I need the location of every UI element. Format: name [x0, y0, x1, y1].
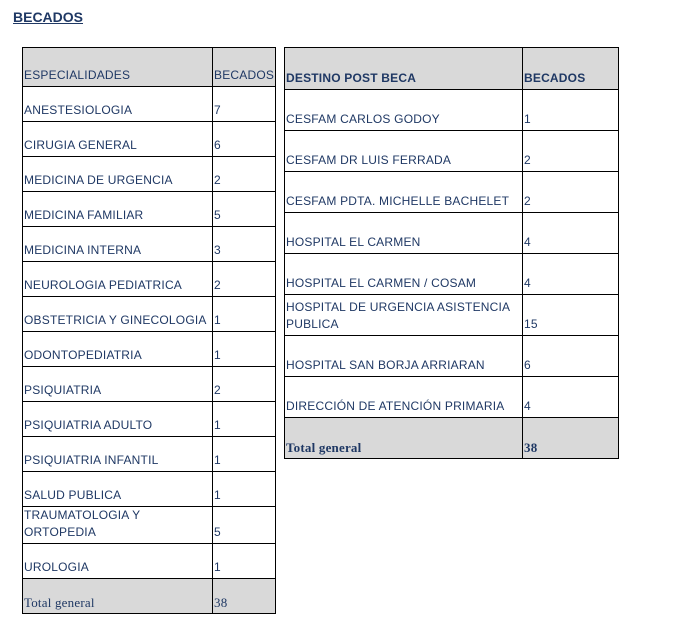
cell-destino: DIRECCIÓN DE ATENCIÓN PRIMARIA: [285, 377, 523, 418]
cell-destino: CESFAM PDTA. MICHELLE BACHELET: [285, 172, 523, 213]
cell-destino: HOSPITAL EL CARMEN / COSAM: [285, 254, 523, 295]
cell-destino: HOSPITAL DE URGENCIA ASISTENCIA PUBLICA: [285, 295, 523, 336]
table-row: [285, 377, 619, 418]
table-row: [23, 262, 276, 297]
cell-especialidad: TRAUMATOLOGIA Y ORTOPEDIA: [23, 507, 213, 544]
column-header-destino: DESTINO POST BECA: [285, 48, 523, 90]
table-row: [285, 336, 619, 377]
cell-destino: HOSPITAL SAN BORJA ARRIARAN: [285, 336, 523, 377]
table-row: [23, 122, 276, 157]
cell-destino: HOSPITAL EL CARMEN: [285, 213, 523, 254]
cell-especialidad: MEDICINA INTERNA: [23, 227, 213, 262]
cell-becados: 1: [213, 402, 276, 437]
cell-becados: 1: [213, 544, 276, 579]
table-row: [285, 90, 619, 131]
table-row: [23, 297, 276, 332]
table-row: [23, 227, 276, 262]
table-total-row: [23, 579, 276, 614]
especialidades-table: [22, 47, 276, 614]
cell-especialidad: ODONTOPEDIATRIA: [23, 332, 213, 367]
cell-becados: 2: [213, 262, 276, 297]
table-row: [23, 87, 276, 122]
column-header-becados: BECADOS: [523, 48, 619, 90]
cell-especialidad: MEDICINA FAMILIAR: [23, 192, 213, 227]
cell-becados: 2: [523, 131, 619, 172]
cell-especialidad: CIRUGIA GENERAL: [23, 122, 213, 157]
table-row: [23, 472, 276, 507]
cell-becados: 7: [213, 87, 276, 122]
table-row: [23, 507, 276, 544]
column-header-becados: BECADOS: [213, 48, 276, 87]
table-row: [23, 367, 276, 402]
cell-especialidad: MEDICINA DE URGENCIA: [23, 157, 213, 192]
cell-becados: 5: [213, 192, 276, 227]
cell-becados: 6: [523, 336, 619, 377]
table-row: [285, 295, 619, 336]
table-row: [23, 437, 276, 472]
cell-total-label: Total general: [285, 418, 523, 459]
cell-becados: 4: [523, 254, 619, 295]
table-header-row: [23, 48, 276, 87]
table-header-row: [285, 48, 619, 90]
table-total-row: [285, 418, 619, 459]
cell-especialidad: OBSTETRICIA Y GINECOLOGIA: [23, 297, 213, 332]
cell-becados: 15: [523, 295, 619, 336]
cell-especialidad: UROLOGIA: [23, 544, 213, 579]
cell-especialidad: PSIQUIATRIA ADULTO: [23, 402, 213, 437]
cell-becados: 1: [213, 472, 276, 507]
cell-total-label: Total general: [23, 579, 213, 614]
cell-becados: 1: [213, 437, 276, 472]
cell-becados: 1: [213, 332, 276, 367]
cell-becados: 5: [213, 507, 276, 544]
cell-becados: 4: [523, 213, 619, 254]
cell-destino: CESFAM CARLOS GODOY: [285, 90, 523, 131]
table-row: [285, 131, 619, 172]
cell-becados: 2: [523, 172, 619, 213]
table-row: [285, 213, 619, 254]
table-row: [23, 192, 276, 227]
cell-becados: 2: [213, 157, 276, 192]
table-row: [23, 332, 276, 367]
cell-especialidad: ANESTESIOLOGIA: [23, 87, 213, 122]
column-header-especialidades: ESPECIALIDADES: [23, 48, 213, 87]
cell-becados: 2: [213, 367, 276, 402]
table-row: [285, 254, 619, 295]
page-title: BECADOS: [13, 9, 84, 25]
cell-total-value: 38: [213, 579, 276, 614]
cell-destino: CESFAM DR LUIS FERRADA: [285, 131, 523, 172]
cell-especialidad: PSIQUIATRIA: [23, 367, 213, 402]
cell-becados: 4: [523, 377, 619, 418]
table-row: [285, 172, 619, 213]
table-row: [23, 157, 276, 192]
cell-especialidad: NEUROLOGIA PEDIATRICA: [23, 262, 213, 297]
cell-especialidad: SALUD PUBLICA: [23, 472, 213, 507]
table-row: [23, 544, 276, 579]
cell-total-value: 38: [523, 418, 619, 459]
cell-especialidad: PSIQUIATRIA INFANTIL: [23, 437, 213, 472]
cell-becados: 6: [213, 122, 276, 157]
cell-becados: 3: [213, 227, 276, 262]
destinos-table: [284, 47, 619, 459]
table-row: [23, 402, 276, 437]
cell-becados: 1: [213, 297, 276, 332]
cell-becados: 1: [523, 90, 619, 131]
